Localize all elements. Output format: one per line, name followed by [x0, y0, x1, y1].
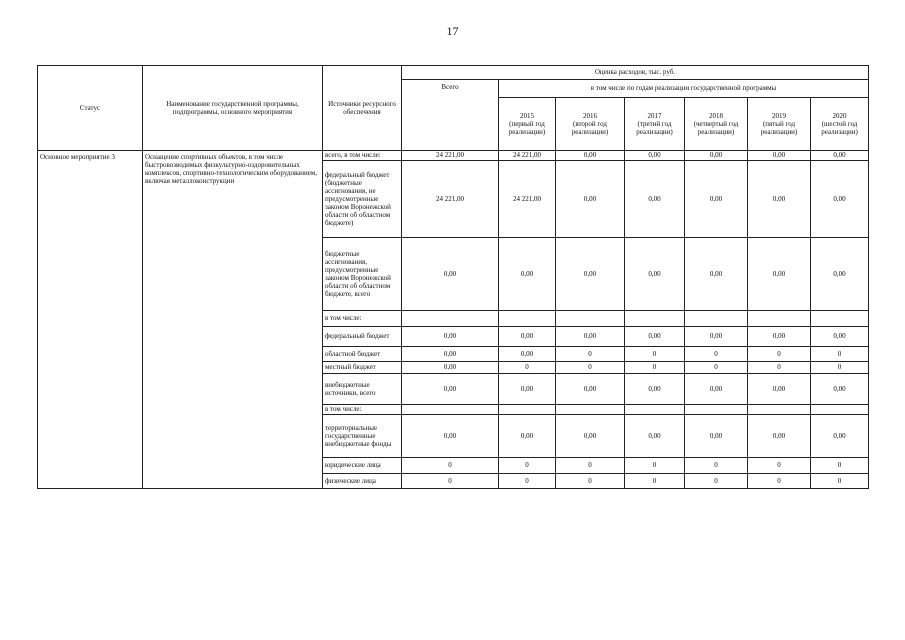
header-by-year: в том числе по годам реализации государственной программы — [499, 80, 869, 98]
year-number: 2016 — [583, 111, 597, 120]
value-cell: 24 221,00 — [402, 151, 499, 161]
value-cell: 0 — [748, 474, 811, 489]
row-status: Основное мероприятие 3 — [38, 151, 143, 489]
value-cell: 0,00 — [811, 374, 869, 405]
year-label: (шестой год реализации) — [821, 119, 858, 137]
source-label: федеральный бюджет — [323, 327, 402, 347]
value-cell: 0,00 — [499, 415, 556, 458]
value-cell: 0,00 — [811, 238, 869, 311]
year-label: (пятый год реализации) — [760, 119, 798, 137]
value-cell — [402, 311, 499, 327]
value-cell: 0 — [811, 458, 869, 474]
source-label: юридические лица — [323, 458, 402, 474]
value-cell: 0 — [499, 458, 556, 474]
value-cell: 0 — [748, 458, 811, 474]
source-label: в том числе: — [323, 405, 402, 415]
value-cell: 0,00 — [748, 374, 811, 405]
source-label: территориальные государственные внебюджетные фонды — [323, 415, 402, 458]
value-cell: 0,00 — [499, 238, 556, 311]
header-year-2015 — [499, 98, 556, 151]
year-number: 2015 — [520, 111, 534, 120]
value-cell: 0,00 — [625, 238, 685, 311]
value-cell: 0,00 — [811, 327, 869, 347]
value-cell: 0 — [811, 347, 869, 362]
value-cell: 0,00 — [556, 151, 625, 161]
value-cell: 0,00 — [499, 327, 556, 347]
value-cell: 0,00 — [499, 374, 556, 405]
row-name: Оснащение спортивных объектов, в том числе быстровозводимых физкультурно-оздоровительных комплексов, спортивно-технологическим оборудованием, включая металлоконструкции — [143, 151, 323, 489]
value-cell: 0,00 — [402, 327, 499, 347]
value-cell — [625, 311, 685, 327]
value-cell: 24 221,00 — [499, 151, 556, 161]
value-cell: 0,00 — [625, 151, 685, 161]
value-cell: 0,00 — [811, 161, 869, 238]
source-label: внебюджетные источники, всего — [323, 374, 402, 405]
value-cell: 0 — [556, 474, 625, 489]
value-cell: 0,00 — [556, 161, 625, 238]
table-row — [38, 151, 869, 161]
header-year-2016 — [556, 98, 625, 151]
header-status: Статус — [38, 66, 143, 151]
value-cell: 0 — [685, 362, 748, 374]
value-cell — [811, 405, 869, 415]
value-cell — [811, 311, 869, 327]
header-year-2018 — [685, 98, 748, 151]
value-cell: 0,00 — [685, 415, 748, 458]
year-number: 2018 — [709, 111, 723, 120]
value-cell — [685, 405, 748, 415]
value-cell: 0,00 — [748, 415, 811, 458]
source-label: бюджетные ассигнования, предусмотренные законом Воронежской области об областном бюджете, всего — [323, 238, 402, 311]
year-number: 2019 — [772, 111, 786, 120]
value-cell: 0 — [625, 362, 685, 374]
value-cell — [748, 311, 811, 327]
header-total: Всего — [402, 80, 499, 151]
value-cell: 0,00 — [748, 238, 811, 311]
value-cell: 0 — [499, 474, 556, 489]
value-cell: 0,00 — [625, 374, 685, 405]
budget-table — [37, 65, 869, 489]
value-cell: 0,00 — [625, 161, 685, 238]
value-cell: 0,00 — [625, 415, 685, 458]
value-cell: 0,00 — [811, 415, 869, 458]
value-cell: 0,00 — [556, 374, 625, 405]
value-cell: 0 — [402, 458, 499, 474]
value-cell — [402, 405, 499, 415]
value-cell — [625, 405, 685, 415]
value-cell: 0,00 — [685, 327, 748, 347]
value-cell: 0 — [811, 474, 869, 489]
value-cell: 0,00 — [685, 161, 748, 238]
value-cell: 0,00 — [748, 327, 811, 347]
page-number: 17 — [446, 24, 459, 38]
source-label: всего, в том числе: — [323, 151, 402, 161]
value-cell: 24 221,00 — [499, 161, 556, 238]
value-cell: 0,00 — [499, 347, 556, 362]
header-sources: Источники ресурсного обеспечения — [323, 66, 402, 151]
value-cell: 0 — [625, 474, 685, 489]
header-year-2019 — [748, 98, 811, 151]
value-cell: 0,00 — [556, 415, 625, 458]
value-cell: 0 — [556, 362, 625, 374]
header-name: Наименование государственной программы, подпрограммы, основного мероприятия — [143, 66, 323, 151]
year-label: (первый год реализации) — [508, 119, 546, 137]
value-cell: 0,00 — [556, 327, 625, 347]
value-cell: 0,00 — [402, 362, 499, 374]
value-cell: 0 — [748, 362, 811, 374]
value-cell — [685, 311, 748, 327]
value-cell: 0 — [685, 458, 748, 474]
value-cell: 0,00 — [625, 327, 685, 347]
value-cell — [748, 405, 811, 415]
value-cell — [556, 311, 625, 327]
source-label: физические лица — [323, 474, 402, 489]
value-cell: 0 — [685, 474, 748, 489]
header-year-2020 — [811, 98, 869, 151]
value-cell: 0 — [748, 347, 811, 362]
year-number: 2017 — [647, 111, 662, 120]
value-cell: 0 — [499, 362, 556, 374]
source-label: областной бюджет — [323, 347, 402, 362]
value-cell: 0,00 — [402, 238, 499, 311]
value-cell: 24 221,00 — [402, 161, 499, 238]
value-cell: 0,00 — [748, 151, 811, 161]
value-cell: 0 — [625, 458, 685, 474]
header-estimate: Оценка расходов, тыс. руб. — [402, 66, 869, 80]
source-label: федеральный бюджет (бюджетные ассигнования, не предусмотренные законом Воронежской области об областном бюджете) — [323, 161, 402, 238]
value-cell: 0,00 — [811, 151, 869, 161]
value-cell: 0 — [625, 347, 685, 362]
value-cell: 0 — [811, 362, 869, 374]
value-cell: 0,00 — [685, 151, 748, 161]
source-label: местный бюджет — [323, 362, 402, 374]
value-cell: 0 — [556, 347, 625, 362]
value-cell — [556, 405, 625, 415]
year-number: 2020 — [832, 111, 847, 120]
value-cell: 0 — [556, 458, 625, 474]
value-cell: 0,00 — [402, 415, 499, 458]
value-cell: 0,00 — [685, 374, 748, 405]
source-label: в том числе: — [323, 311, 402, 327]
value-cell: 0 — [402, 474, 499, 489]
value-cell: 0,00 — [402, 347, 499, 362]
value-cell: 0,00 — [556, 238, 625, 311]
year-label: (третий год реализации) — [636, 119, 673, 137]
value-cell — [499, 311, 556, 327]
year-label: (четвертый год реализации) — [693, 119, 739, 137]
value-cell: 0,00 — [685, 238, 748, 311]
value-cell: 0,00 — [748, 161, 811, 238]
header-year-2017 — [625, 98, 685, 151]
year-label: (второй год реализации) — [571, 119, 609, 137]
value-cell: 0 — [685, 347, 748, 362]
value-cell: 0,00 — [402, 374, 499, 405]
value-cell — [499, 405, 556, 415]
